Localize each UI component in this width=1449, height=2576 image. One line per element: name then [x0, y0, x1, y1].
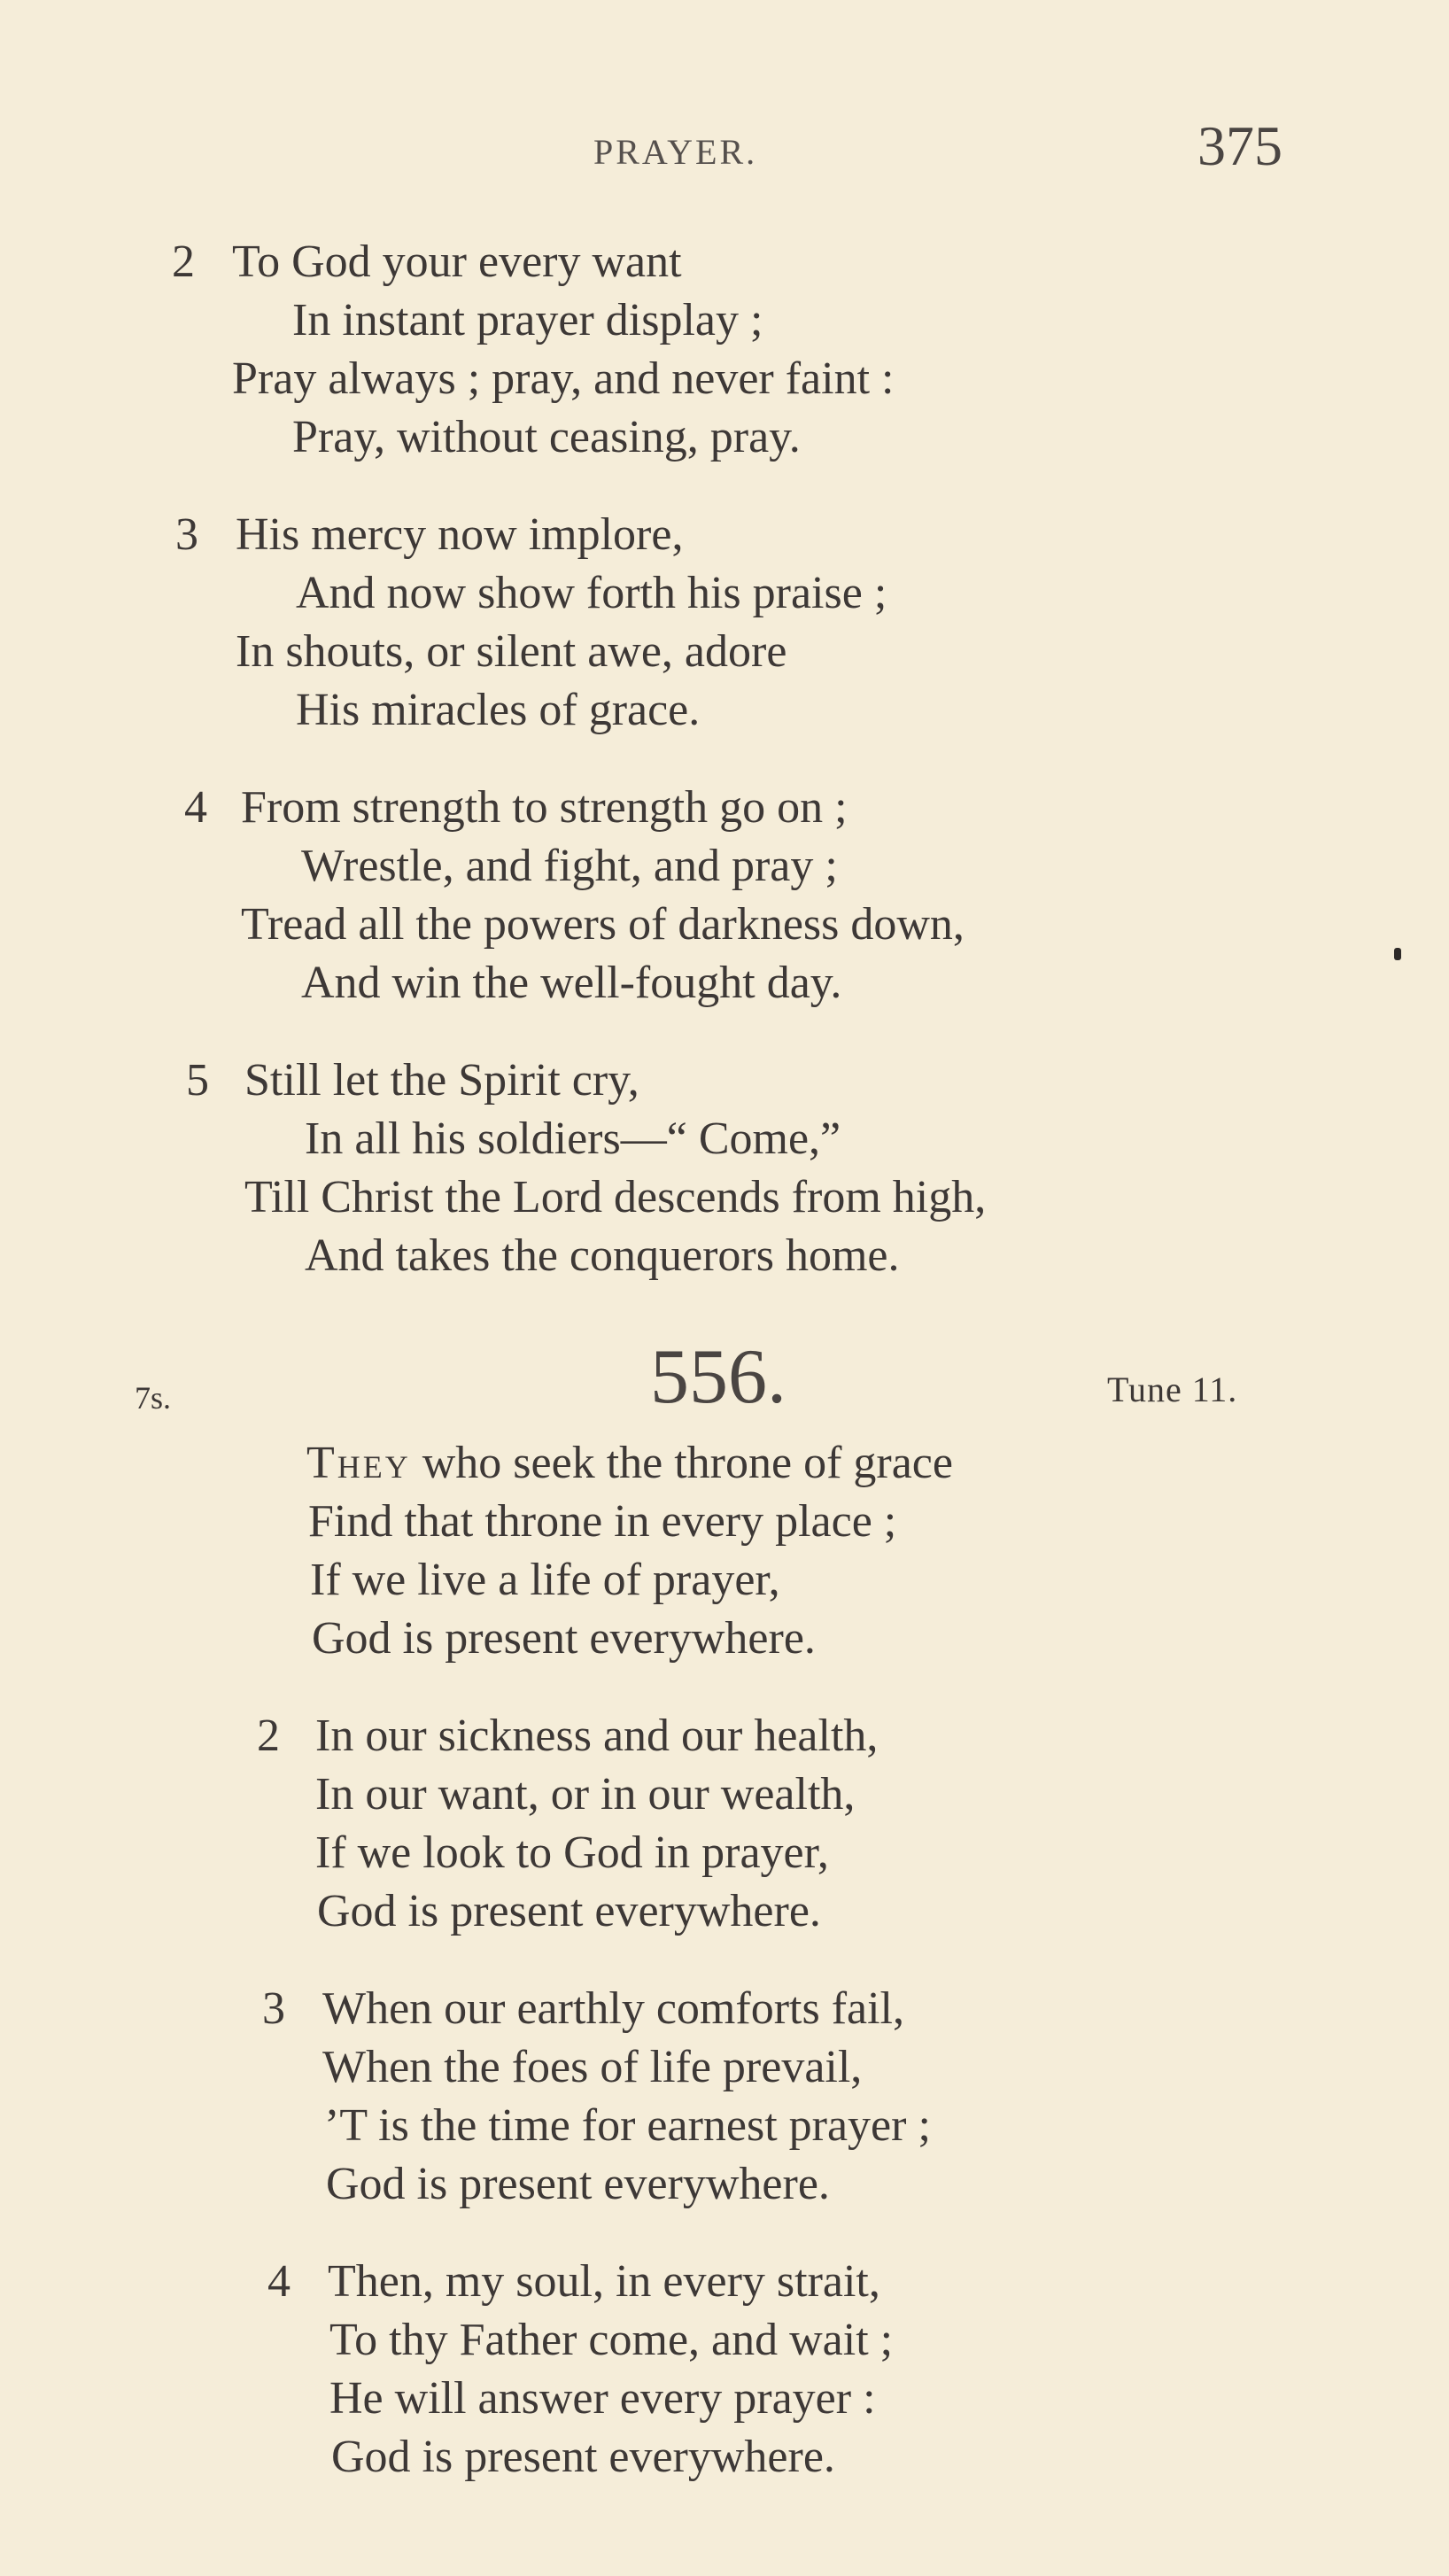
verse-line: To God your every want	[232, 237, 682, 287]
verse-line: Still let the Spirit cry,	[244, 1055, 639, 1106]
first-word: They	[306, 1438, 411, 1488]
verse-line: In shouts, or silent awe, adore	[236, 626, 787, 677]
verse-line: Then, my soul, in every strait,	[328, 2256, 880, 2307]
verse-line: In our want, or in our wealth,	[315, 1769, 856, 1819]
verse-number: 4	[184, 782, 207, 833]
verse-line: When the foes of life prevail,	[322, 2042, 863, 2092]
meter-label: 7s.	[135, 1380, 172, 1416]
tune-label: Tune 11.	[1107, 1369, 1238, 1409]
verse-line: When our earthly comforts fail,	[322, 1983, 904, 2034]
verse-line: God is present everywhere.	[326, 2159, 830, 2209]
verse-number: 5	[186, 1055, 209, 1106]
verse-line: Tread all the powers of darkness down,	[241, 899, 965, 950]
verse-line: From strength to strength go on ;	[241, 782, 848, 833]
verse-number: 2	[172, 237, 195, 287]
verse-line: ’T is the time for earnest prayer ;	[324, 2100, 931, 2151]
verse-line: He will answer every prayer :	[329, 2373, 876, 2424]
verse-line: God is present everywhere.	[312, 1613, 816, 1664]
verse-line: In instant prayer display ;	[292, 295, 763, 345]
verse-line: If we look to God in prayer,	[315, 1827, 829, 1878]
verse-line: Till Christ the Lord descends from high,	[244, 1172, 987, 1222]
hymn-number: 556.	[650, 1334, 786, 1420]
verse-number: 4	[267, 2256, 291, 2307]
verse-line	[306, 1437, 953, 1490]
verse-line: Pray always ; pray, and never faint :	[232, 353, 895, 404]
verse-line: His miracles of grace.	[296, 685, 701, 735]
page-number: 375	[1197, 114, 1282, 177]
verse-line: Find that throne in every place ;	[308, 1496, 897, 1547]
verse-line: And now show forth his praise ;	[296, 568, 887, 618]
verse-line: God is present everywhere.	[331, 2432, 835, 2482]
verse-line: In all his soldiers—“ Come,”	[305, 1113, 841, 1164]
verse-line: And win the well-fought day.	[301, 958, 842, 1008]
ink-speck	[1394, 948, 1401, 960]
verse-line-rest: who seek the throne of grace	[410, 1438, 953, 1488]
verse-number: 2	[257, 1711, 280, 1761]
verse-line: Pray, without ceasing, pray.	[292, 412, 801, 462]
running-head: PRAYER.	[593, 132, 758, 172]
verse-line: If we live a life of prayer,	[310, 1555, 780, 1605]
verse-line: And takes the conquerors home.	[305, 1230, 900, 1281]
verse-number: 3	[175, 509, 198, 560]
verse-line: God is present everywhere.	[317, 1886, 821, 1936]
verse-number: 3	[262, 1983, 285, 2034]
verse-line: To thy Father come, and wait ;	[329, 2315, 894, 2365]
verse-line: In our sickness and our health,	[315, 1711, 879, 1761]
verse-line: His mercy now implore,	[236, 509, 684, 560]
verse-line: Wrestle, and fight, and pray ;	[301, 841, 838, 891]
